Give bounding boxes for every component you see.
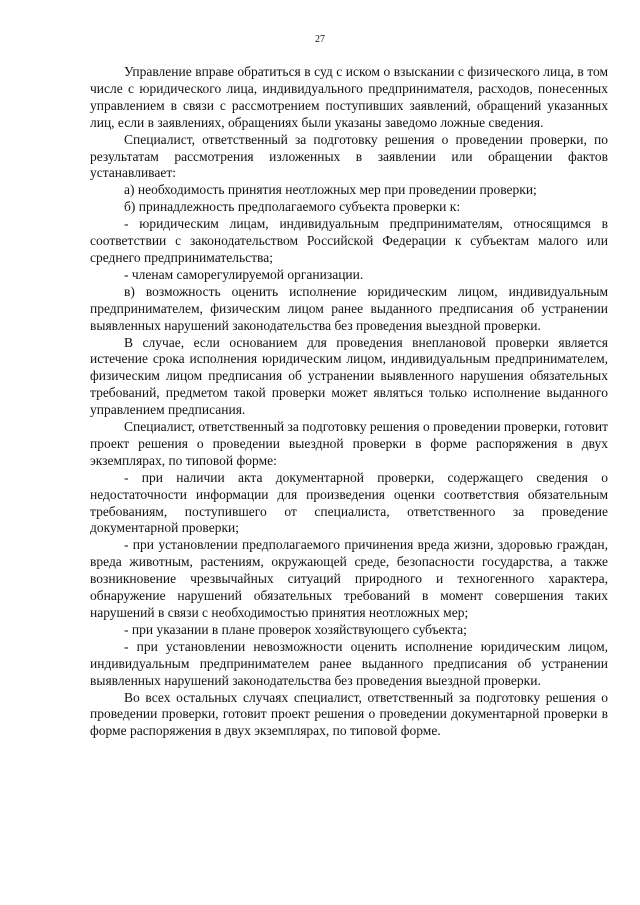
paragraph-court-claim: Управление вправе обратиться в суд с иском о взыскании с физического лица, в том числе с юридического лица, индивидуального предпринимателя, расходов, понесенных управлением в связи с рассмотрением поступивших заявлений, обращений указанных лиц, если в заявлениях, обращениях были указаны заведомо ложные сведения. [90,64,608,130]
list-item-v: в) возможность оценить исполнение юридическим лицом, индивидуальным предпринимателем, физическим лицом ранее выданного предписания об устранении выявленных нарушений законодательства без проведения выездной проверки. [90,283,608,333]
sub-item-small-business: - юридическим лицам, индивидуальным предпринимателям, относящимся в соответствии с законодательством Российской Федерации к субъектам малого или среднего предпринимательства; [90,216,608,265]
condition-harm-emergency: - при установлении предполагаемого причинения вреда жизни, здоровью граждан, вреда животным, растениям, окружающей среде, безопасности государства, а также возникновение чрезвычайных ситуаций природного и техногенного характера, обнаружение нарушений обязательных требований в момент совершения таких нарушений в связи с необходимостью принятия неотложных мер; [90,537,608,620]
paragraph-documentary-inspection: Во всех остальных случаях специалист, ответственный за подготовку решения о проведении проверки, готовит проект решения о проведении документарной проверки в форме распоряжения в двух экземплярах, по типовой форме. [90,689,608,739]
paragraph-onsite-inspection-draft: Специалист, ответственный за подготовку решения о проведении проверки, готовит проект решения о проведении выездной проверки в форме распоряжения в двух экземплярах, по типовой форме: [90,419,608,468]
document-body [90,64,608,740]
page-number: 27 [315,34,325,45]
paragraph-specialist-establishes: Специалист, ответственный за подготовку решения о проведении проверки, по результатам рассмотрения изложенных в заявлении или обращении фактов устанавливает: [90,131,608,181]
condition-documentary-act: - при наличии акта документарной проверки, содержащего сведения о недостаточности информации для произведения оценки соответствия обязательным требованиям, поступившего от специалиста, ответственного за проведение документарной проверки; [90,469,608,536]
list-item-b: б) принадлежность предполагаемого субъекта проверки к: [124,199,461,215]
paragraph-unscheduled-inspection: В случае, если основанием для проведения внеплановой проверки является истечение срока исполнения юридическим лицом, индивидуальным предпринимателем, физическим лицом предписания об устранении выявленного нарушения обязательных требований, предметом такой проверки может являться только исполнение выданного управлением предписания. [90,334,608,418]
condition-order-execution: - при установлении невозможности оценить исполнение юридическим лицом, индивидуальным предпринимателем ранее выданного предписания об устранении выявленных нарушений законодательства без проведения выездной проверки. [90,638,608,688]
condition-inspection-plan: - при указании в плане проверок хозяйствующего субъекта; [124,621,467,637]
list-item-a: а) необходимость принятия неотложных мер при проведении проверки; [124,182,537,198]
sub-item-sro-members: - членам саморегулируемой организации. [124,266,364,282]
